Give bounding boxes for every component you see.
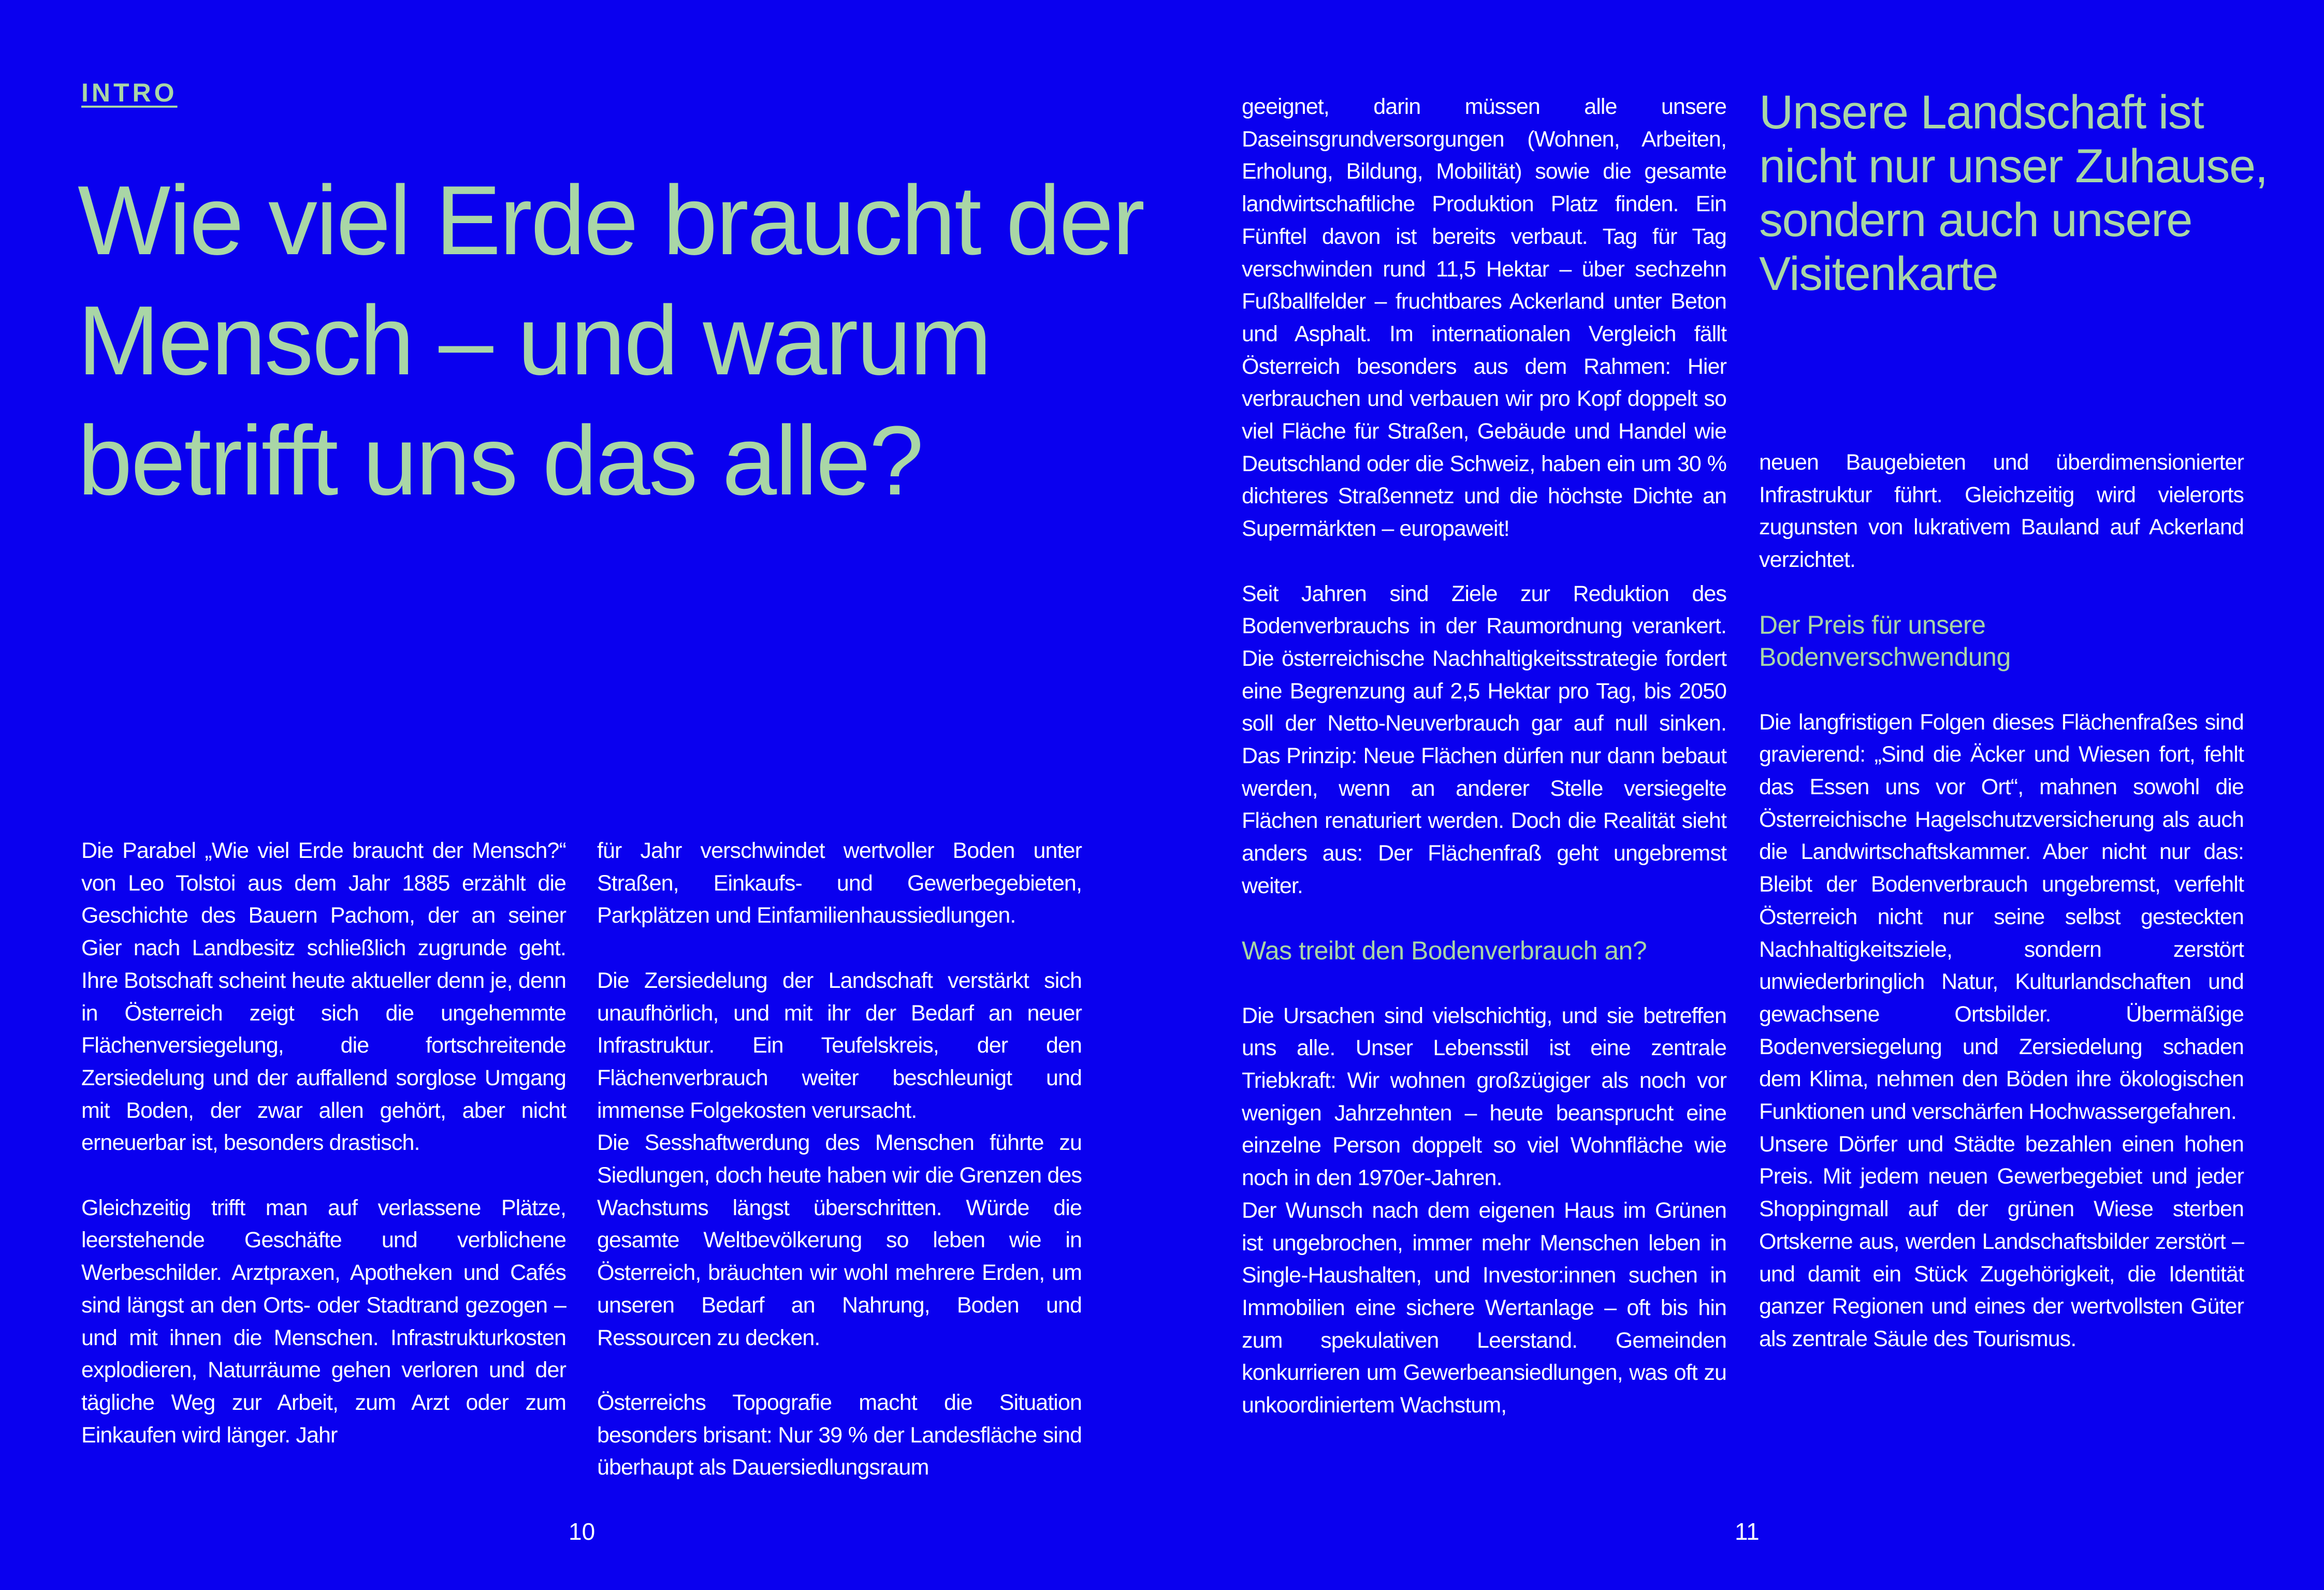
body-paragraph: geeignet, darin müssen alle unsere Daseinsgrundversorgungen (Wohnen, Arbeiten, Erholung, Bildung, Mobilität) sowie die gesamte landwirtschaftliche Produktion Platz finden. Ein Fünftel davon ist bereits verbaut. Tag für Tag verschwinden rund 11,5 Hektar – über sechzehn Fußballfelder – fruchtbares Ackerland unter Beton und Asphalt. Im internationalen Vergleich fällt Österreich besonders aus dem Rahmen: Hier verbrauchen und verbauen wir pro Kopf doppelt so viel Fläche für Straßen, Gebäude und Handel wie Deutschland oder die Schweiz, haben ein um 30 % dichteres Straßennetz und die höchste Dichte an Supermärkten – europaweit! — [1242, 94, 1726, 542]
page-title: Wie viel Erde braucht der Mensch – und warum betrifft uns das alle? — [78, 166, 1144, 516]
text-column-2 — [597, 835, 1082, 1516]
body-paragraph: Gleichzeitig trifft man auf verlassene Plätze, leerstehende Geschäfte und verblichene Werbeschilder. Arztpraxen, Apotheken und Cafés sind längst an den Orts- oder Stadtrand gezogen – und mit ihnen die Menschen. Infrastrukturkosten explodieren, Naturräume gehen verloren und der tägliche Weg zur Arbeit, zum Arzt oder zum Einkaufen wird länger. Jahr — [81, 1195, 566, 1448]
body-paragraph: Unsere Dörfer und Städte bezahlen einen hohen Preis. Mit jedem neuen Gewerbegebiet und jeder Shoppingmall auf der grünen Wiese sterben Ortskerne aus, werden Landschaftsbilder zerstört – und damit ein Stück Zugehörigkeit, die Identität ganzer Regionen und eines der wertvollsten Güter als zentrale Säule des Tourismus. — [1759, 1131, 2244, 1351]
body-paragraph: Die Zersiedelung der Landschaft verstärkt sich unaufhörlich, und mit ihr der Bedarf an neuer Infrastruktur. Ein Teufelskreis, der den Flächenverbrauch weiter beschleunigt und immense Folgekosten verursacht. — [597, 968, 1082, 1123]
pull-quote: Unsere Landschaft ist nicht nur unser Zuhause, sondern auch unsere Visitenkarte — [1759, 86, 2268, 300]
body-paragraph: Die Parabel „Wie viel Erde braucht der Mensch?“ von Leo Tolstoi aus dem Jahr 1885 erzählt die Geschichte des Bauern Pachom, der an seiner Gier nach Landbesitz schließlich zugrunde geht. Ihre Botschaft scheint heute aktueller denn je, denn in Österreich zeigt sich die ungehemmte Flächenversiegelung, die fortschreitende Zersiedelung und der auffallend sorglose Umgang mit Boden, der zwar allen gehört, aber nicht erneuerbar ist, besonders drastisch. — [81, 838, 566, 1156]
body-paragraph: neuen Baugebieten und überdimensionierter Infrastruktur führt. Gleichzeitig wird vielerorts zugunsten von lukrativem Bauland auf Ackerland verzichtet. — [1759, 450, 2244, 573]
body-paragraph: Österreichs Topografie macht die Situation besonders brisant: Nur 39 % der Landesfläche sind überhaupt als Dauersiedlungsraum — [597, 1390, 1082, 1480]
body-paragraph: Seit Jahren sind Ziele zur Reduktion des Bodenverbrauchs in der Raumordnung verankert. Die österreichische Nachhaltigkeitsstrategie fordert eine Begrenzung auf 2,5 Hektar pro Tag, bis 2050 soll der Netto-Neuverbrauch gar auf null sinken. Das Prinzip: Neue Flächen dürfen nur dann bebaut werden, wenn an anderer Stelle versiegelte Flächen renaturiert werden. Doch die Realität sieht anders aus: Der Flächenfraß geht ungebremst weiter. — [1242, 581, 1726, 898]
body-paragraph: Die Ursachen sind vielschichtig, und sie betreffen uns alle. Unser Lebensstil ist eine zentrale Triebkraft: Wir wohnen großzügiger als noch vor wenigen Jahrzehnten – heute beansprucht eine einzelne Person doppelt so viel Wohnfläche wie noch in den 1970er-Jahren. — [1242, 1003, 1726, 1191]
page-number-right: 11 — [1735, 1518, 1760, 1545]
text-column-1 — [81, 835, 566, 1484]
subheading: Was treibt den Bodenverbrauch an? — [1242, 936, 1647, 966]
body-paragraph: Der Wunsch nach dem eigenen Haus im Grünen ist ungebrochen, immer mehr Menschen leben in Single-Haushalten, und Investor:innen suchen in Immobilien eine sichere Wertanlage – oft bis hin zum spekulativen Leerstand. Gemeinden konkurrieren um Gewerbeansiedlungen, was oft zu unkoordiniertem Wachstum, — [1242, 1198, 1726, 1418]
subheading: Der Preis für unsere Bodenverschwendung — [1759, 610, 2011, 672]
page-number-left: 10 — [569, 1518, 595, 1545]
text-column-4 — [1759, 446, 2244, 1388]
body-paragraph: für Jahr verschwindet wertvoller Boden unter Straßen, Einkaufs- und Gewerbegebieten, Parkplätzen und Einfamilienhaussiedlungen. — [597, 838, 1082, 928]
body-paragraph: Die langfristigen Folgen dieses Flächenfraßes sind gravierend: „Sind die Äcker und Wiesen fort, fehlt das Essen uns vor Ort“, mahnen sowohl die Österreichische Hagelschutzversicherung als auch die Landwirtschaftskammer. Aber nicht nur das: Bleibt der Bodenverbrauch ungebremst, verfehlt Österreich nicht nur seine selbst gesteckten Nachhaltigkeitsziele, sondern zerstört unwiederbringlich Natur, Kulturlandschaften und gewachsene Ortsbilder. Übermäßige Bodenversiegelung und Zersiedelung schaden dem Klima, nehmen den Böden ihre ökologischen Funktionen und verschärfen Hochwassergefahren. — [1759, 709, 2244, 1125]
section-label: INTRO — [81, 78, 178, 107]
text-column-3 — [1242, 91, 1726, 1454]
body-paragraph: Die Sesshaftwerdung des Menschen führte zu Siedlungen, doch heute haben wir die Grenzen des Wachstums längst überschritten. Würde die gesamte Weltbevölkerung so leben wie in Österreich, bräuchten wir wohl mehrere Erden, um unseren Bedarf an Nahrung, Boden und Ressourcen zu decken. — [597, 1130, 1082, 1350]
